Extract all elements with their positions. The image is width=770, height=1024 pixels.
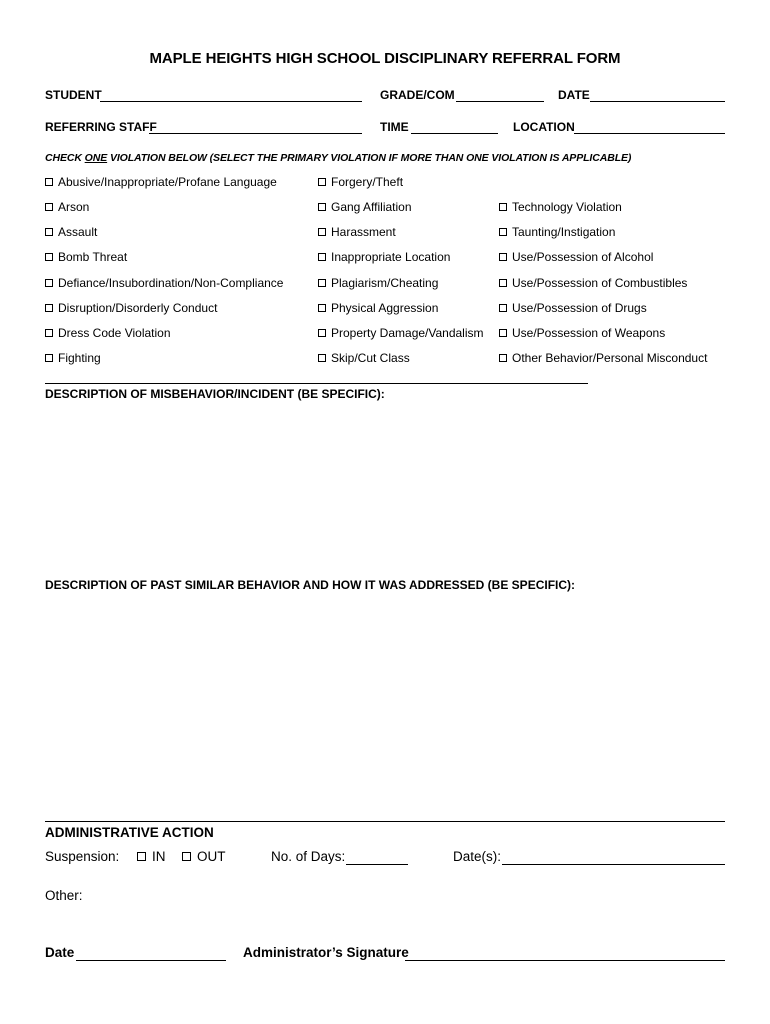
violation-assault[interactable]: Assault — [45, 225, 97, 239]
student-field[interactable] — [100, 101, 362, 102]
violation-gang-affiliation[interactable]: Gang Affiliation — [318, 200, 412, 214]
violation-bomb-threat[interactable]: Bomb Threat — [45, 250, 127, 264]
date-field[interactable] — [590, 101, 725, 102]
violation-inappropriate-location[interactable]: Inappropriate Location — [318, 250, 450, 264]
other-label: Other: — [45, 888, 83, 903]
violation-plagiarism[interactable]: Plagiarism/Cheating — [318, 276, 438, 290]
violation-property-damage[interactable]: Property Damage/Vandalism — [318, 326, 484, 340]
violation-taunting[interactable]: Taunting/Instigation — [499, 225, 615, 239]
checkbox-icon[interactable] — [45, 228, 53, 236]
dates-field[interactable] — [502, 864, 725, 865]
checkbox-icon[interactable] — [45, 304, 53, 312]
checkbox-icon[interactable] — [318, 304, 326, 312]
admin-divider — [45, 821, 725, 822]
violation-forgery-theft[interactable]: Forgery/Theft — [318, 175, 403, 189]
checkbox-icon[interactable] — [499, 354, 507, 362]
admin-action-heading: ADMINISTRATIVE ACTION — [45, 825, 214, 840]
checkbox-icon[interactable] — [499, 253, 507, 261]
student-label: STUDENT — [45, 88, 102, 102]
violation-harassment[interactable]: Harassment — [318, 225, 396, 239]
violation-instruction: CHECK ONE VIOLATION BELOW (SELECT THE PRIMARY VIOLATION IF MORE THAN ONE VIOLATION IS APPLICABLE) — [45, 152, 632, 164]
location-label: LOCATION — [513, 120, 575, 134]
days-label: No. of Days: — [271, 849, 346, 864]
admin-date-label: Date — [45, 945, 75, 960]
time-field[interactable] — [411, 133, 498, 134]
past-behavior-area[interactable] — [45, 596, 725, 811]
suspension-in-option[interactable]: IN — [137, 849, 166, 864]
checkbox-icon[interactable] — [318, 354, 326, 362]
checkbox-icon[interactable] — [499, 203, 507, 211]
checkbox-icon[interactable] — [45, 329, 53, 337]
past-behavior-heading: DESCRIPTION OF PAST SIMILAR BEHAVIOR AND HOW IT WAS ADDRESSED (BE SPECIFIC): — [45, 578, 576, 592]
other-field[interactable] — [90, 886, 725, 908]
grade-com-field[interactable] — [456, 101, 544, 102]
violation-abusive-language[interactable]: Abusive/Inappropriate/Profane Language — [45, 175, 277, 189]
checkbox-icon[interactable] — [318, 279, 326, 287]
signature-field[interactable] — [405, 960, 725, 961]
checkbox-icon[interactable] — [45, 178, 53, 186]
checkbox-icon[interactable] — [137, 852, 146, 861]
violation-weapons[interactable]: Use/Possession of Weapons — [499, 326, 665, 340]
violation-fighting[interactable]: Fighting — [45, 351, 101, 365]
checkbox-icon[interactable] — [499, 329, 507, 337]
checkbox-icon[interactable] — [318, 253, 326, 261]
referring-staff-field[interactable] — [149, 133, 362, 134]
description-heading: DESCRIPTION OF MISBEHAVIOR/INCIDENT (BE SPECIFIC): — [45, 387, 385, 401]
suspension-label: Suspension: — [45, 849, 120, 864]
checkbox-icon[interactable] — [499, 279, 507, 287]
checkbox-icon[interactable] — [45, 354, 53, 362]
checkbox-icon[interactable] — [318, 228, 326, 236]
checkbox-icon[interactable] — [182, 852, 191, 861]
referring-staff-label: REFERRING STAFF — [45, 120, 157, 134]
checkbox-icon[interactable] — [499, 304, 507, 312]
admin-date-field[interactable] — [76, 960, 226, 961]
time-label: TIME — [380, 120, 409, 134]
form-title: MAPLE HEIGHTS HIGH SCHOOL DISCIPLINARY REFERRAL FORM — [149, 50, 621, 67]
violation-dress-code[interactable]: Dress Code Violation — [45, 326, 171, 340]
grade-com-label: GRADE/COM — [380, 88, 455, 102]
checkbox-icon[interactable] — [45, 253, 53, 261]
dates-label: Date(s): — [453, 849, 502, 864]
checkbox-icon[interactable] — [318, 203, 326, 211]
suspension-out-option[interactable]: OUT — [182, 849, 226, 864]
violation-defiance[interactable]: Defiance/Insubordination/Non-Compliance — [45, 276, 283, 290]
violation-technology[interactable]: Technology Violation — [499, 200, 622, 214]
checkbox-icon[interactable] — [45, 203, 53, 211]
location-field[interactable] — [574, 133, 725, 134]
violation-skip-class[interactable]: Skip/Cut Class — [318, 351, 410, 365]
days-field[interactable] — [346, 864, 408, 865]
checkbox-icon[interactable] — [318, 329, 326, 337]
violation-arson[interactable]: Arson — [45, 200, 89, 214]
section-divider — [45, 383, 588, 384]
violation-disruption[interactable]: Disruption/Disorderly Conduct — [45, 301, 217, 315]
checkbox-icon[interactable] — [45, 279, 53, 287]
violation-alcohol[interactable]: Use/Possession of Alcohol — [499, 250, 653, 264]
checkbox-icon[interactable] — [499, 228, 507, 236]
checkbox-icon[interactable] — [318, 178, 326, 186]
signature-label: Administrator’s Signature — [243, 945, 409, 960]
description-area[interactable] — [45, 405, 725, 570]
date-label: DATE — [558, 88, 590, 102]
violation-other-behavior[interactable]: Other Behavior/Personal Misconduct — [499, 351, 707, 365]
violation-drugs[interactable]: Use/Possession of Drugs — [499, 301, 647, 315]
violation-combustibles[interactable]: Use/Possession of Combustibles — [499, 276, 687, 290]
violation-physical-aggression[interactable]: Physical Aggression — [318, 301, 438, 315]
